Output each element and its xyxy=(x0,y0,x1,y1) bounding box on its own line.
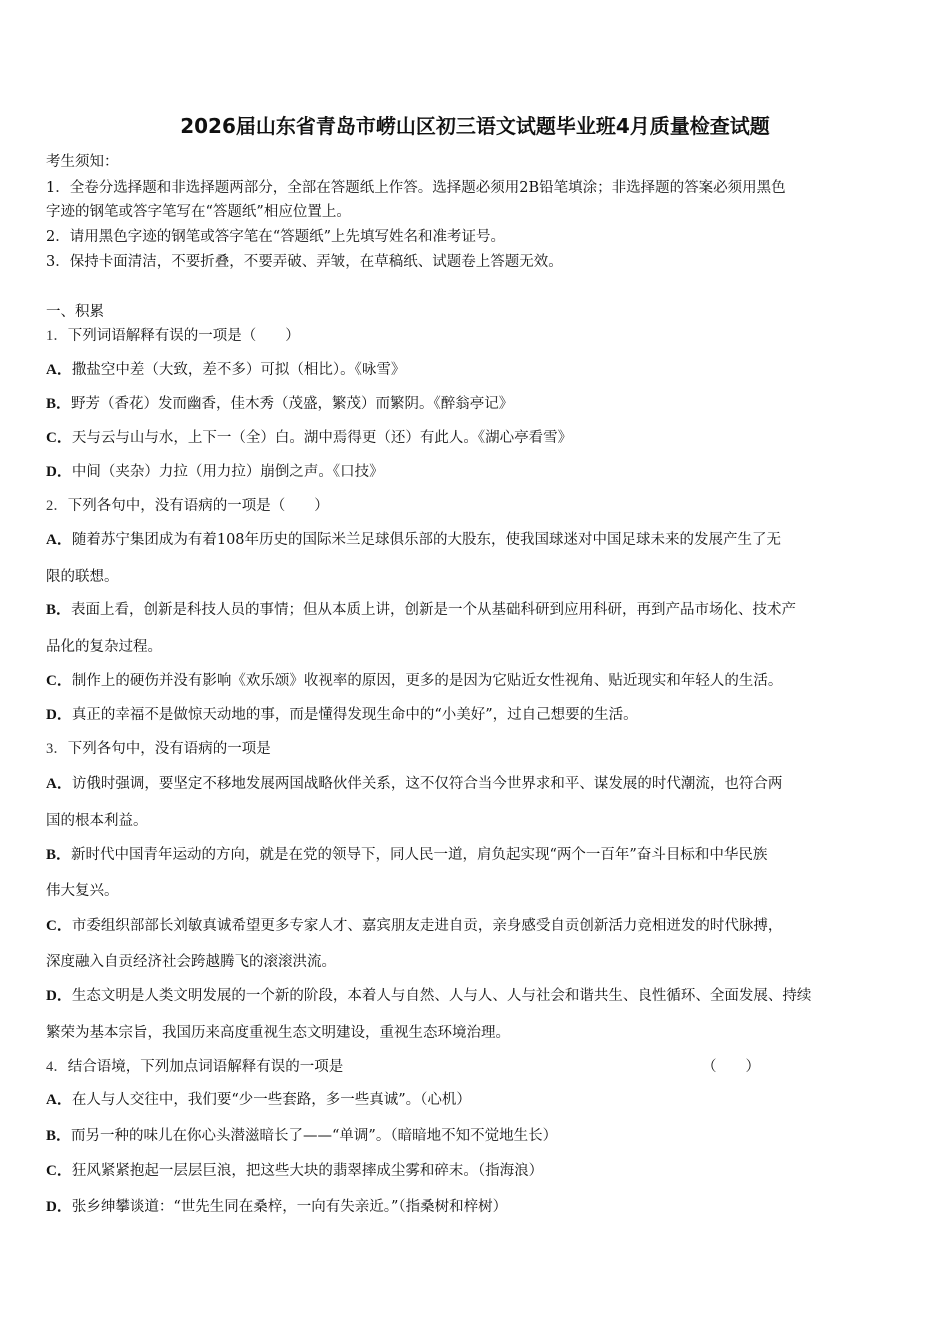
option-text: 撒盐空中差（大致，差不多）可拟（相比）。《咏雪》 xyxy=(71,362,406,378)
option-text: 而另一种的味儿在你心头潜滋暗长了——“单调”。（暗暗地不知不觉地生长） xyxy=(71,1128,558,1144)
option-label: C． xyxy=(46,918,72,934)
option-text: 真正的幸福不是做惊天动地的事，而是懂得发现生命中的“小美好”，过自己想要的生活。 xyxy=(71,707,638,723)
q4-option-c xyxy=(46,1161,912,1181)
option-label: A． xyxy=(46,362,72,378)
q2-option-a xyxy=(46,530,912,550)
option-label: C． xyxy=(46,673,72,689)
notice-line-1: 1．全卷分选择题和非选择题两部分，全部在答题纸上作答。选择题必须用2B铅笔填涂；非选择题的答案必须用黑色 xyxy=(46,180,786,196)
page-title: 2026届山东省青岛市崂山区初三语文试题毕业班4月质量检查试题 xyxy=(180,114,770,138)
option-text: 制作上的硬伤并没有影响《欢乐颂》收视率的原因，更多的是因为它贴近女性视角、贴近现实和年轻人的生活。 xyxy=(71,673,783,689)
option-text: 中间（夹杂）力拉（用力拉）崩倒之声。《口技》 xyxy=(71,464,384,480)
q2-option-d xyxy=(46,705,912,725)
q4-option-a xyxy=(46,1090,912,1110)
question-text: 下列词语解释有误的一项是（ ） xyxy=(67,328,300,344)
option-text: 张乡绅攀谈道：“世先生同在桑梓，一向有失亲近。”（指桑树和梓树） xyxy=(71,1199,508,1215)
q2-option-c xyxy=(46,671,912,691)
question-3-stem xyxy=(46,739,912,759)
question-2-stem xyxy=(46,496,912,516)
question-text: 结合语境，下列加点词语解释有误的一项是 xyxy=(67,1059,344,1075)
q4-option-d xyxy=(46,1197,912,1217)
option-text: 表面上看，创新是科技人员的事情；但从本质上讲，创新是一个从基础科研到应用科研，再到产品市场化、技术产 xyxy=(71,602,797,618)
q1-option-c xyxy=(46,428,912,448)
q3-option-b xyxy=(46,845,912,865)
q2-option-a-cont: 限的联想。 xyxy=(46,569,119,585)
question-text: 下列各句中，没有语病的一项是（ ） xyxy=(67,498,329,514)
q3-option-b-cont: 伟大复兴。 xyxy=(46,883,119,899)
section-heading: 一、积累 xyxy=(46,304,104,320)
option-text: 市委组织部部长刘敏真诚希望更多专家人才、嘉宾朋友走进自贡，亲身感受自贡创新活力竞相迸发的时代脉搏， xyxy=(71,918,783,934)
q1-option-d xyxy=(46,462,912,482)
option-label: B． xyxy=(46,847,72,863)
question-number: 2． xyxy=(46,498,68,514)
option-label: C． xyxy=(46,1163,72,1179)
q1-option-a xyxy=(46,360,912,380)
question-number: 3． xyxy=(46,741,68,757)
q3-option-c xyxy=(46,916,912,936)
option-label: B． xyxy=(46,1128,72,1144)
question-1-stem xyxy=(46,326,912,346)
option-label: A． xyxy=(46,776,72,792)
notice-line-4: 3．保持卡面清洁，不要折叠，不要弄破、弄皱，在草稿纸、试题卷上答题无效。 xyxy=(46,254,563,270)
option-label: D． xyxy=(46,988,72,1004)
option-label: D． xyxy=(46,707,72,723)
option-label: B． xyxy=(46,602,72,618)
option-label: A． xyxy=(46,532,72,548)
option-label: D． xyxy=(46,1199,72,1215)
q3-option-a xyxy=(46,774,912,794)
option-text: 访俄时强调，要坚定不移地发展两国战略伙伴关系，这不仅符合当今世界求和平、谋发展的时代潮流，也符合两 xyxy=(71,776,783,792)
q2-option-b xyxy=(46,600,912,620)
q2-option-b-cont: 品化的复杂过程。 xyxy=(46,639,162,655)
question-number: 4． xyxy=(46,1059,68,1075)
question-number: 1． xyxy=(46,328,68,344)
question-text: 下列各句中，没有语病的一项是 xyxy=(67,741,271,757)
option-label: B． xyxy=(46,396,72,412)
option-text: 生态文明是人类文明发展的一个新的阶段，本着人与自然、人与人、人与社会和谐共生、良性循环、全面发展、持续 xyxy=(71,988,812,1004)
option-label: C． xyxy=(46,430,72,446)
q3-option-d xyxy=(46,986,912,1006)
option-text: 在人与人交往中，我们要“少一些套路，多一些真诚”。（心机） xyxy=(71,1092,471,1108)
option-text: 随着苏宁集团成为有着108年历史的国际米兰足球俱乐部的大股东，使我国球迷对中国足球未来的发展产生了无 xyxy=(71,532,782,548)
option-text: 新时代中国青年运动的方向，就是在党的领导下，同人民一道，肩负起实现“两个一百年”奋斗目标和中华民族 xyxy=(71,847,768,863)
option-text: 野芳（香花）发而幽香，佳木秀（茂盛，繁茂）而繁阴。《醉翁亭记》 xyxy=(71,396,514,412)
q3-option-d-cont: 繁荣为基本宗旨，我国历来高度重视生态文明建设，重视生态环境治理。 xyxy=(46,1025,510,1041)
notice-line-2: 字迹的钢笔或答字笔写在“答题纸”相应位置上。 xyxy=(46,204,351,220)
q3-option-a-cont: 国的根本利益。 xyxy=(46,813,148,829)
option-label: D． xyxy=(46,464,72,480)
q1-option-b xyxy=(46,394,912,414)
question-4-stem xyxy=(46,1057,912,1077)
option-text: 天与云与山与水，上下一（全）白。湖中焉得更（还）有此人。《湖心亭看雪》 xyxy=(71,430,573,446)
notice-line-3: 2．请用黑色字迹的钢笔或答字笔在“答题纸”上先填写姓名和准考证号。 xyxy=(46,229,506,245)
answer-parentheses: （ ） xyxy=(702,1059,760,1075)
q4-option-b xyxy=(46,1126,912,1146)
notice-heading: 考生须知： xyxy=(46,154,119,170)
option-text: 狂风紧紧抱起一层层巨浪，把这些大块的翡翠摔成尘雾和碎末。（指海浪） xyxy=(71,1163,544,1179)
option-label: A． xyxy=(46,1092,72,1108)
q3-option-c-cont: 深度融入自贡经济社会跨越腾飞的滚滚洪流。 xyxy=(46,954,336,970)
